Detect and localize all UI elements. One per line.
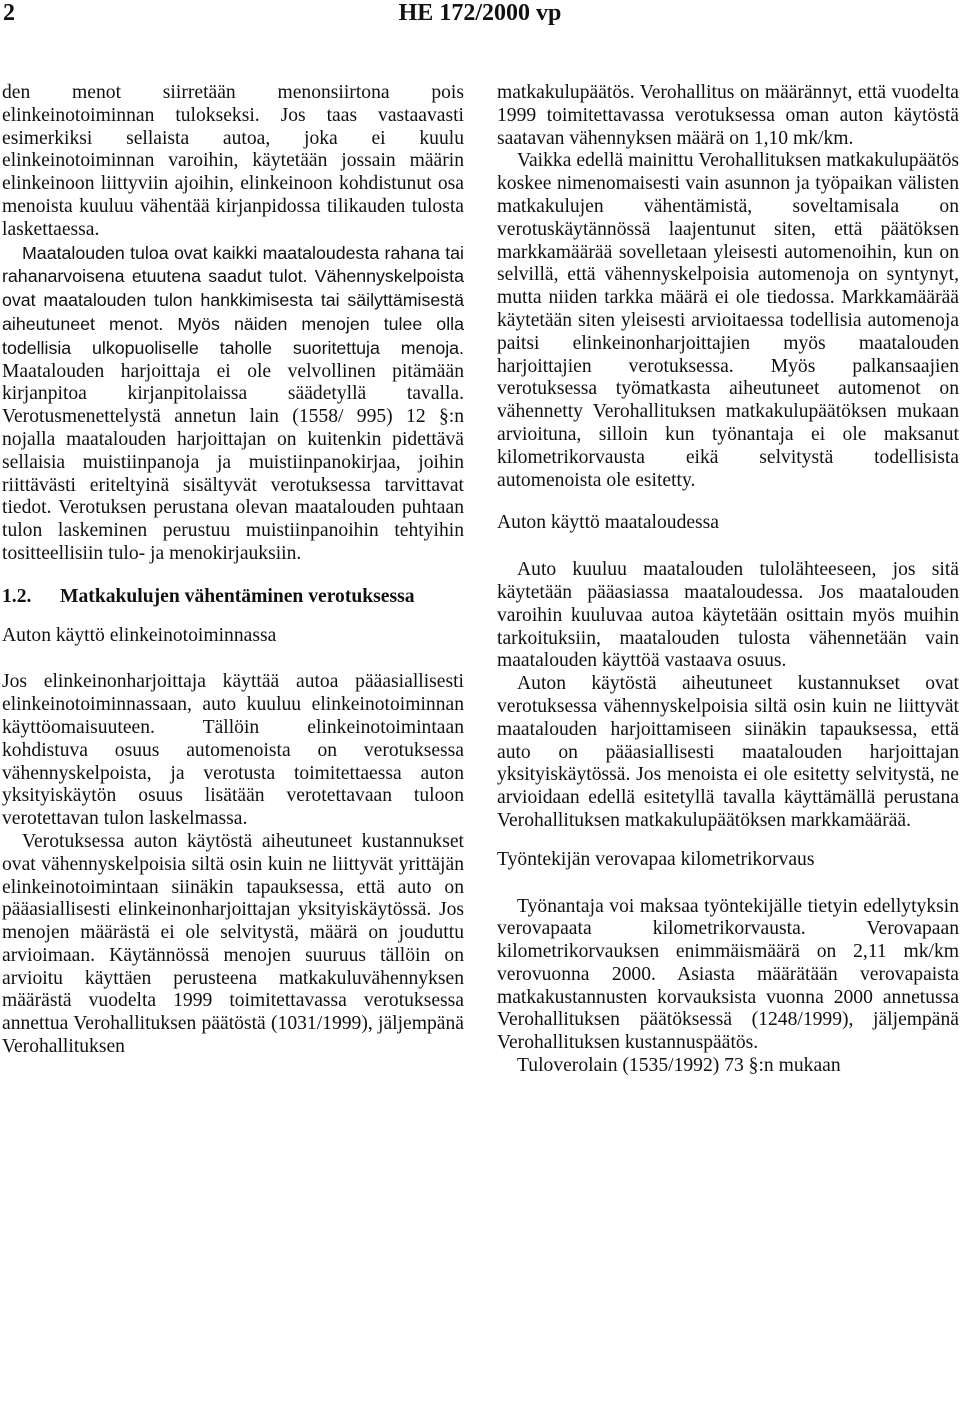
section-number: 1.2. [2, 585, 32, 607]
section-heading [2, 586, 464, 609]
paragraph: Vaikka edellä mainittu Verohallituksen matkakulupäätös koskee nimenomaisesti vain asunnon ja työpaikan välisten matkakulujen vähentämistä, soveltamisala on verotuskäytännössä laajentunut siten, että päätöksen markkamäärää sovelletaan yleisesti automenoihin, kun on selvillä, että vähennyskelpoisia automenoja on syntynyt, mutta niiden tarkka määrä ei ole tiedossa. Markkamäärää käytetään siten yleisesti arvioitaessa todellisia automenoja paitsi elinkeinonharjoittajien myös maatalouden harjoittajien verotuksessa. Myös palkansaajien verotuksessa työmatkasta aiheutuneet automenot on vähennetty Verohallituksen matkakulupäätöksen mukaan arvioituna, silloin kun työnantaja ei ole maksanut kilometrikorvausta eikä selvitystä todellisista automenoista ole esitetty. [497, 150, 959, 491]
page-header [0, 0, 960, 40]
paragraph: matkakulupäätös. Verohallitus on määrännyt, että vuodelta 1999 toimitettavassa verotuksessa oman auton käytöstä saatavan vähennyksen määrä on 1,10 mk/km. [497, 82, 959, 149]
subheading: Auton käyttö elinkeinotoiminnassa [2, 624, 277, 646]
paragraph: Auton käytöstä aiheutuneet kustannukset ovat verotuksessa vähennyskelpoisia siltä osin kuin ne liittyvät maatalouden harjoittamiseen siinäkin tapauksessa, että auto on pääasiallisesti maatalouden harjoittajan yksityiskäytössä. Jos menoista ei ole esitetty selvitystä, ne arvioidaan edellä esitetyllä tavalla käyttämällä perustana Verohallituksen matkakulupäätöksen markkamäärää. [497, 673, 959, 831]
paragraph: Tuloverolain (1535/1992) 73 §:n mukaan [517, 1055, 841, 1077]
subheading: Työntekijän verovapaa kilometrikorvaus [497, 848, 815, 870]
paragraph [2, 242, 464, 566]
paragraph-sans-part: Maatalouden tuloa ovat kaikki maataloudesta rahana tai rahanarvoisena etuutena saadut tulot. Vähennyskelpoista ovat maatalouden tulon hankkimisesta tai säilyttämisestä aiheutuneet menot. Myös näiden menojen tulee olla todellisia ulkopuoliselle taholle suoritettuja menoja. [2, 242, 464, 358]
page-number: 2 [3, 0, 15, 26]
paragraph: Jos elinkeinonharjoittaja käyttää autoa pääasiallisesti elinkeinotoiminnassaan, auto kuuluu elinkeinotoiminnan käyttöomaisuuteen. Tällöin elinkeinotoimintaan kohdistuva osuus automenoista on verotuksessa vähennyskelpoista, ja verotusta toimitettaessa auton yksityiskäytön osuus lisätään verotettavaan tuloon verotettavan tulon laskelmassa. [2, 671, 464, 830]
paragraph-serif-part: Maatalouden harjoittaja ei ole velvollinen pitämään kirjanpitoa kirjanpitolaissa säädetyllä tavalla. Verotusmenettelystä annetun lain (1558/ 995) 12 §:n nojalla maatalouden harjoittajan on kuitenkin pidettävä sellaisia muistiinpanoja ja muistiinpanokirjaa, joihin riittävästi eriteltyinä sisältyvät verotuksessa tarvittavat tiedot. Verotuksen perustana olevan maatalouden puhtaan tulon laskeminen perustuu muistiinpanoihin tehtyihin tositteellisiin tulo- ja menokirjauksiin. [2, 360, 464, 564]
paragraph: Verotuksessa auton käytöstä aiheutuneet kustannukset ovat vähennyskelpoisia siltä osin kuin ne liittyvät yrittäjän elinkeinotoimintaan siinäkin tapauksessa, että auto on pääasiallisesti elinkeinonharjoittajan yksityiskäytössä. Jos menojen määrästä ei ole selvitystä, määrä on jouduttu arvioimaan. Käytännössä menojen suuruus tällöin on arvioitu käyttäen perusteena matkakuluvähennyksen määrästä vuodelta 1999 toimitettavassa verotuksessa annettua Verohallituksen päätöstä (1031/1999), jäljempänä Verohallituksen [2, 830, 464, 1058]
paragraph: den menot siirretään menonsiirtona pois elinkeinotoiminnan tulokseksi. Jos taas vastaavasti esimerkiksi sellaista autoa, joka ei kuulu elinkeinotoiminnan varoihin, käytetään jossain määrin elinkeinoon liittyviin ajoihin, elinkeinoon kohdistunut osa menoista kuuluu vähentää kirjanpidossa tilikauden tulosta laskettaessa. [2, 82, 464, 240]
section-title: Matkakulujen vähentäminen verotuksessa [60, 585, 415, 607]
subheading: Auton käyttö maataloudessa [497, 512, 720, 534]
document-id: HE 172/2000 vp [398, 0, 562, 26]
left-column [2, 82, 464, 1059]
paragraph: Auto kuuluu maatalouden tulolähteeseen, jos sitä käytetään pääasiassa maataloudessa. Jos maatalouden varoihin kuuluvaa autoa käytetään osittain myös muihin tarkoituksiin, maatalouden tulosta vähennetään vain maatalouden käyttöä vastaava osuus. [497, 559, 959, 672]
right-column [497, 82, 959, 1078]
paragraph: Työnantaja voi maksaa työntekijälle tietyin edellytyksin verovapaata kilometrikorvausta. Verovapaan kilometrikorvauksen enimmäismäärä on 2,11 mk/km verovuonna 2000. Asiasta määrätään verovapaista matkakustannusten korvauksista vuonna 2000 annetussa Verohallituksen päätöksessä (1248/1999), jäljempänä Verohallituksen kustannuspäätös. [497, 895, 959, 1054]
